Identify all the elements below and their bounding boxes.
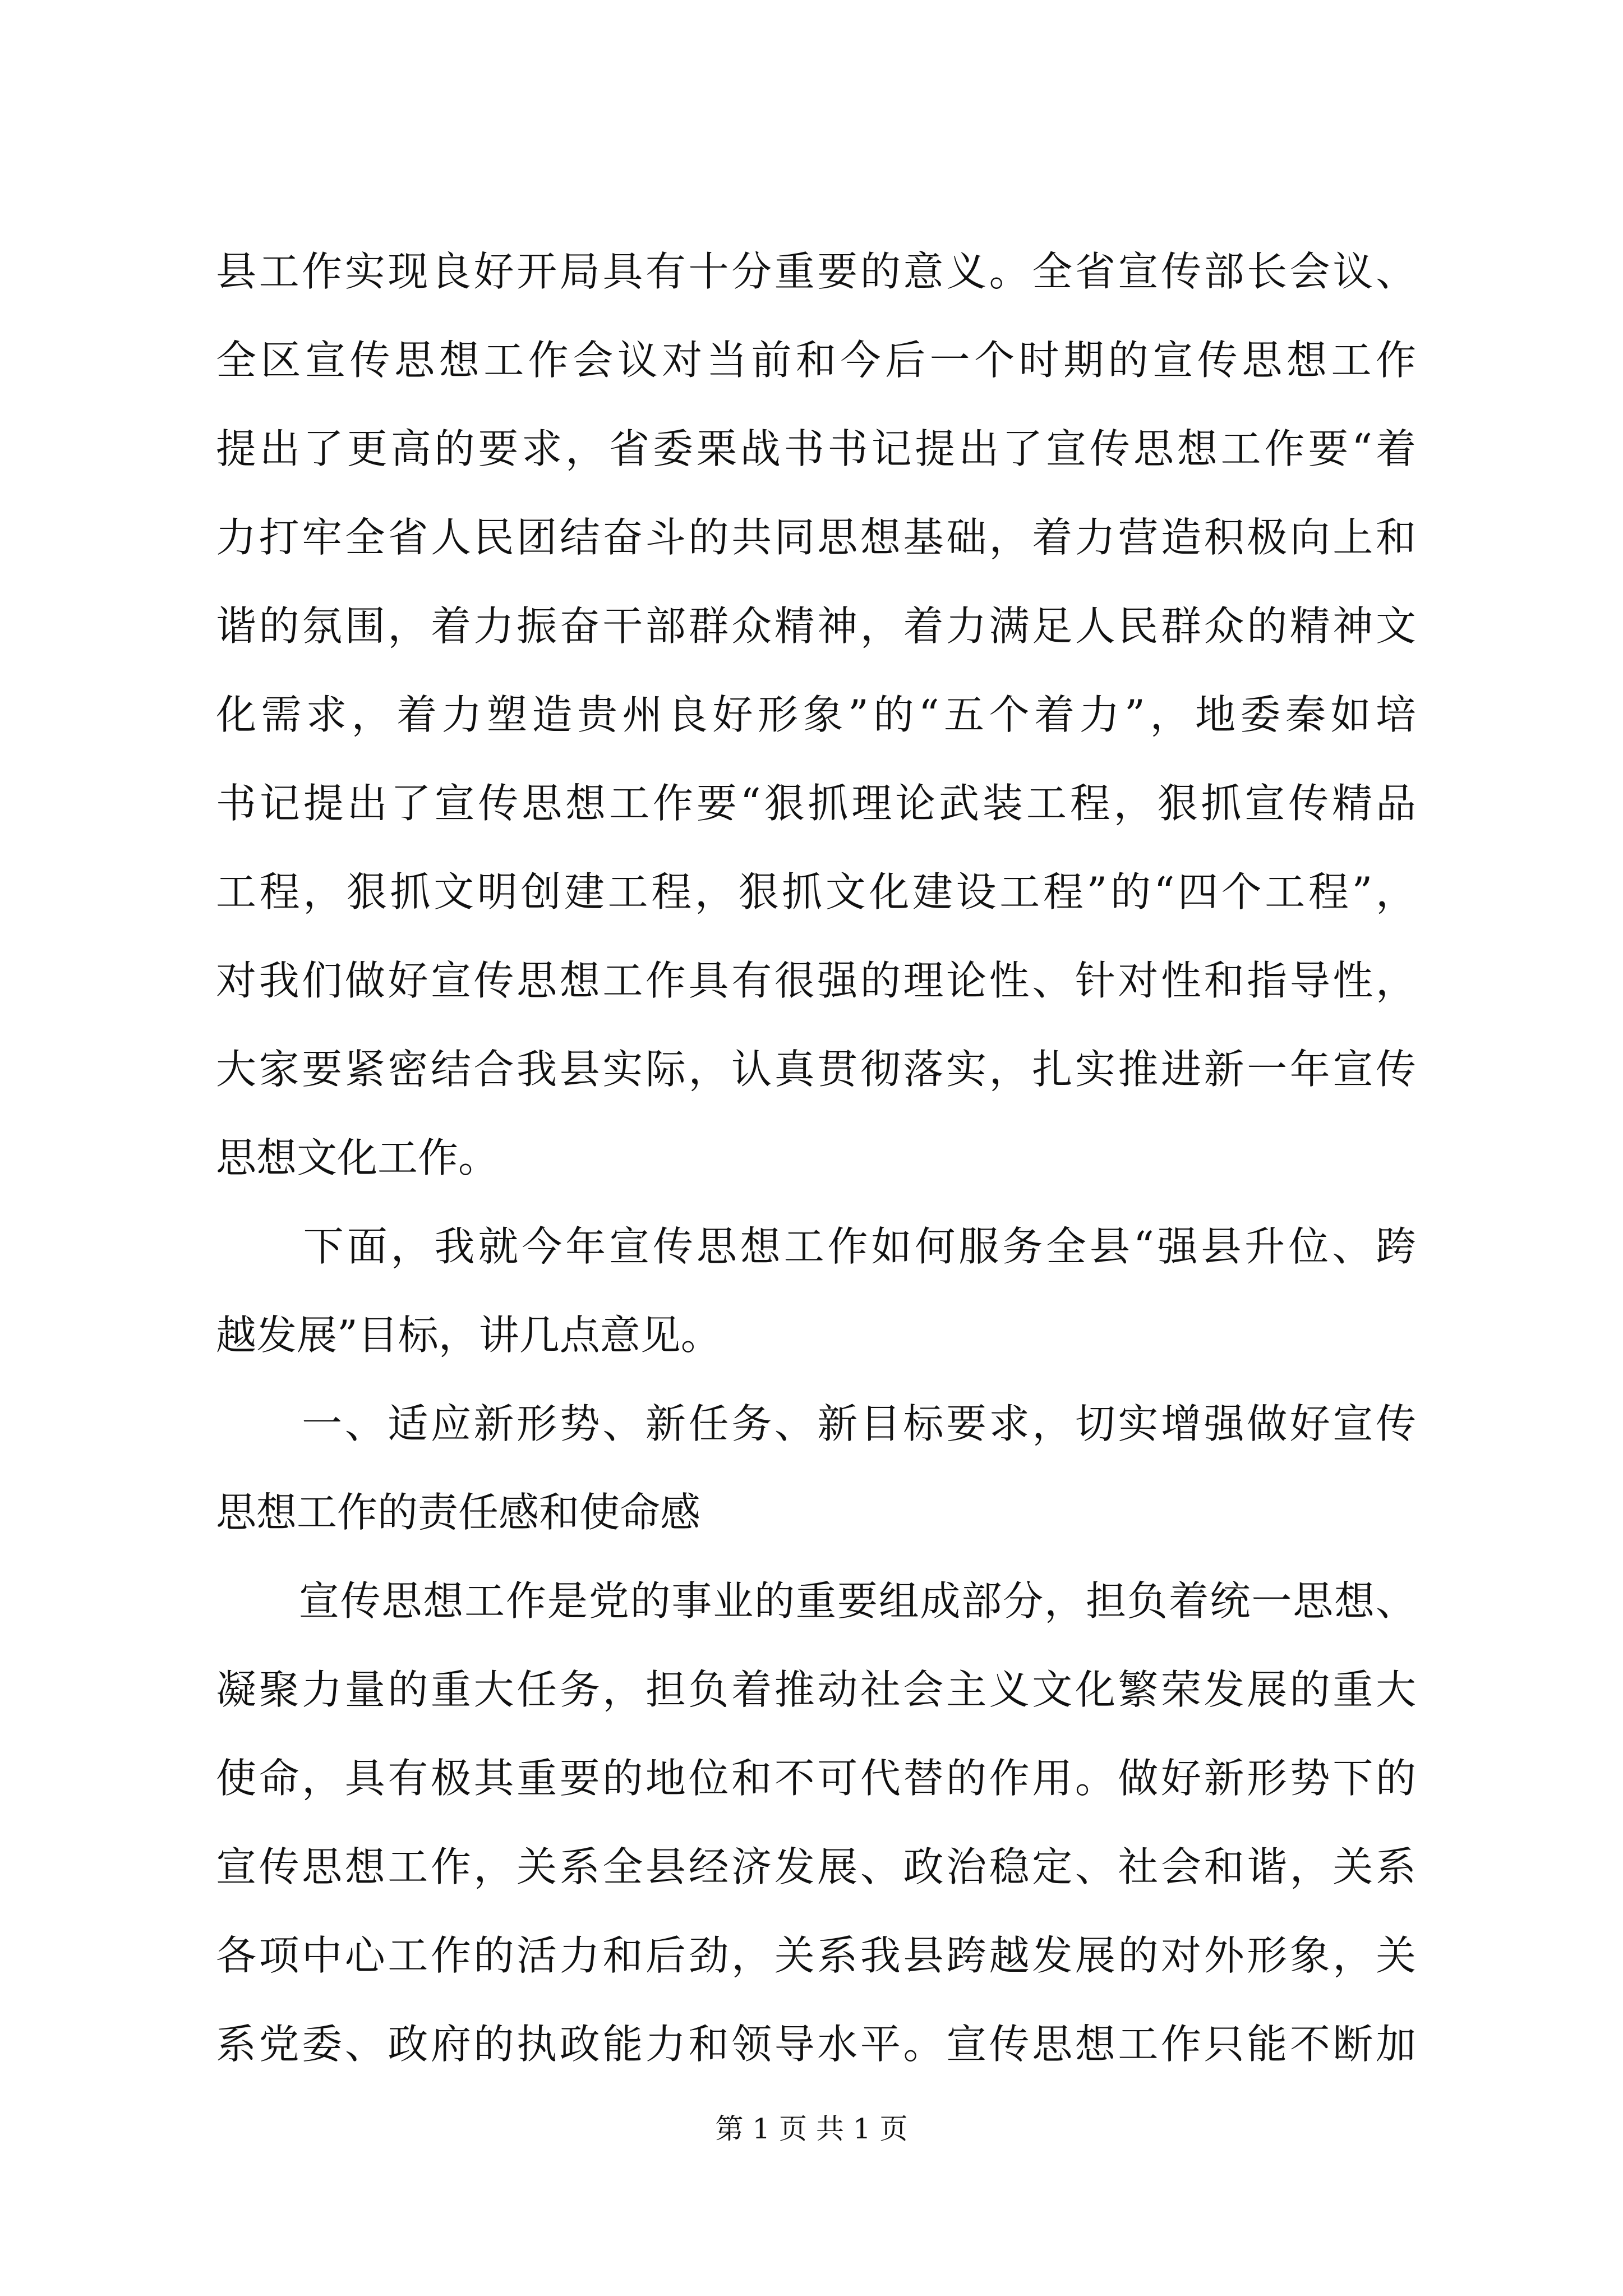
text-line: 工程，狠抓文明创建工程，狠抓文化建设工程”的“四个工程”， (216, 868, 1416, 915)
text-line: 宣传思想工作是党的事业的重要组成部分，担负着统一思想、 (216, 1577, 1416, 1625)
text-line: 越发展”目标，讲几点意见。 (216, 1312, 721, 1359)
text-line: 力打牢全省人民团结奋斗的共同思想基础，着力营造积极向上和 (216, 514, 1416, 561)
text-line: 凝聚力量的重大任务，担负着推动社会主义文化繁荣发展的重大 (216, 1666, 1416, 1713)
text-line: 县工作实现良好开局具有十分重要的意义。全省宣传部长会议、 (216, 248, 1416, 295)
text-line: 对我们做好宣传思想工作具有很强的理论性、针对性和指导性， (216, 957, 1416, 1004)
text-line: 下面，我就今年宣传思想工作如何服务全县“强县升位、跨 (216, 1223, 1416, 1270)
text-line: 各项中心工作的活力和后劲，关系我县跨越发展的对外形象，关 (216, 1932, 1416, 1979)
document-body (216, 227, 1416, 2088)
text-line: 谐的氛围，着力振奋干部群众精神，着力满足人民群众的精神文 (216, 602, 1416, 650)
text-line: 系党委、政府的执政能力和领导水平。宣传思想工作只能不断加 (216, 2021, 1416, 2068)
text-line: 思想文化工作。 (216, 1134, 499, 1181)
text-line: 书记提出了宣传思想工作要“狠抓理论武装工程，狠抓宣传精品 (216, 780, 1416, 827)
text-line: 使命，具有极其重要的地位和不可代替的作用。做好新形势下的 (216, 1755, 1416, 1802)
text-line: 思想工作的责任感和使命感 (216, 1489, 701, 1536)
text-line: 提出了更高的要求，省委栗战书书记提出了宣传思想工作要“着 (216, 425, 1416, 472)
text-line: 全区宣传思想工作会议对当前和今后一个时期的宣传思想工作 (216, 337, 1416, 384)
text-line: 大家要紧密结合我县实际，认真贯彻落实，扎实推进新一年宣传 (216, 1046, 1416, 1093)
text-line: 一、适应新形势、新任务、新目标要求，切实增强做好宣传 (216, 1400, 1416, 1447)
text-line: 宣传思想工作，关系全县经济发展、政治稳定、社会和谐，关系 (216, 1843, 1416, 1890)
page-footer: 第 1 页 共 1 页 (715, 2113, 908, 2145)
text-line: 化需求，着力塑造贵州良好形象”的“五个着力”，地委秦如培 (216, 691, 1416, 738)
